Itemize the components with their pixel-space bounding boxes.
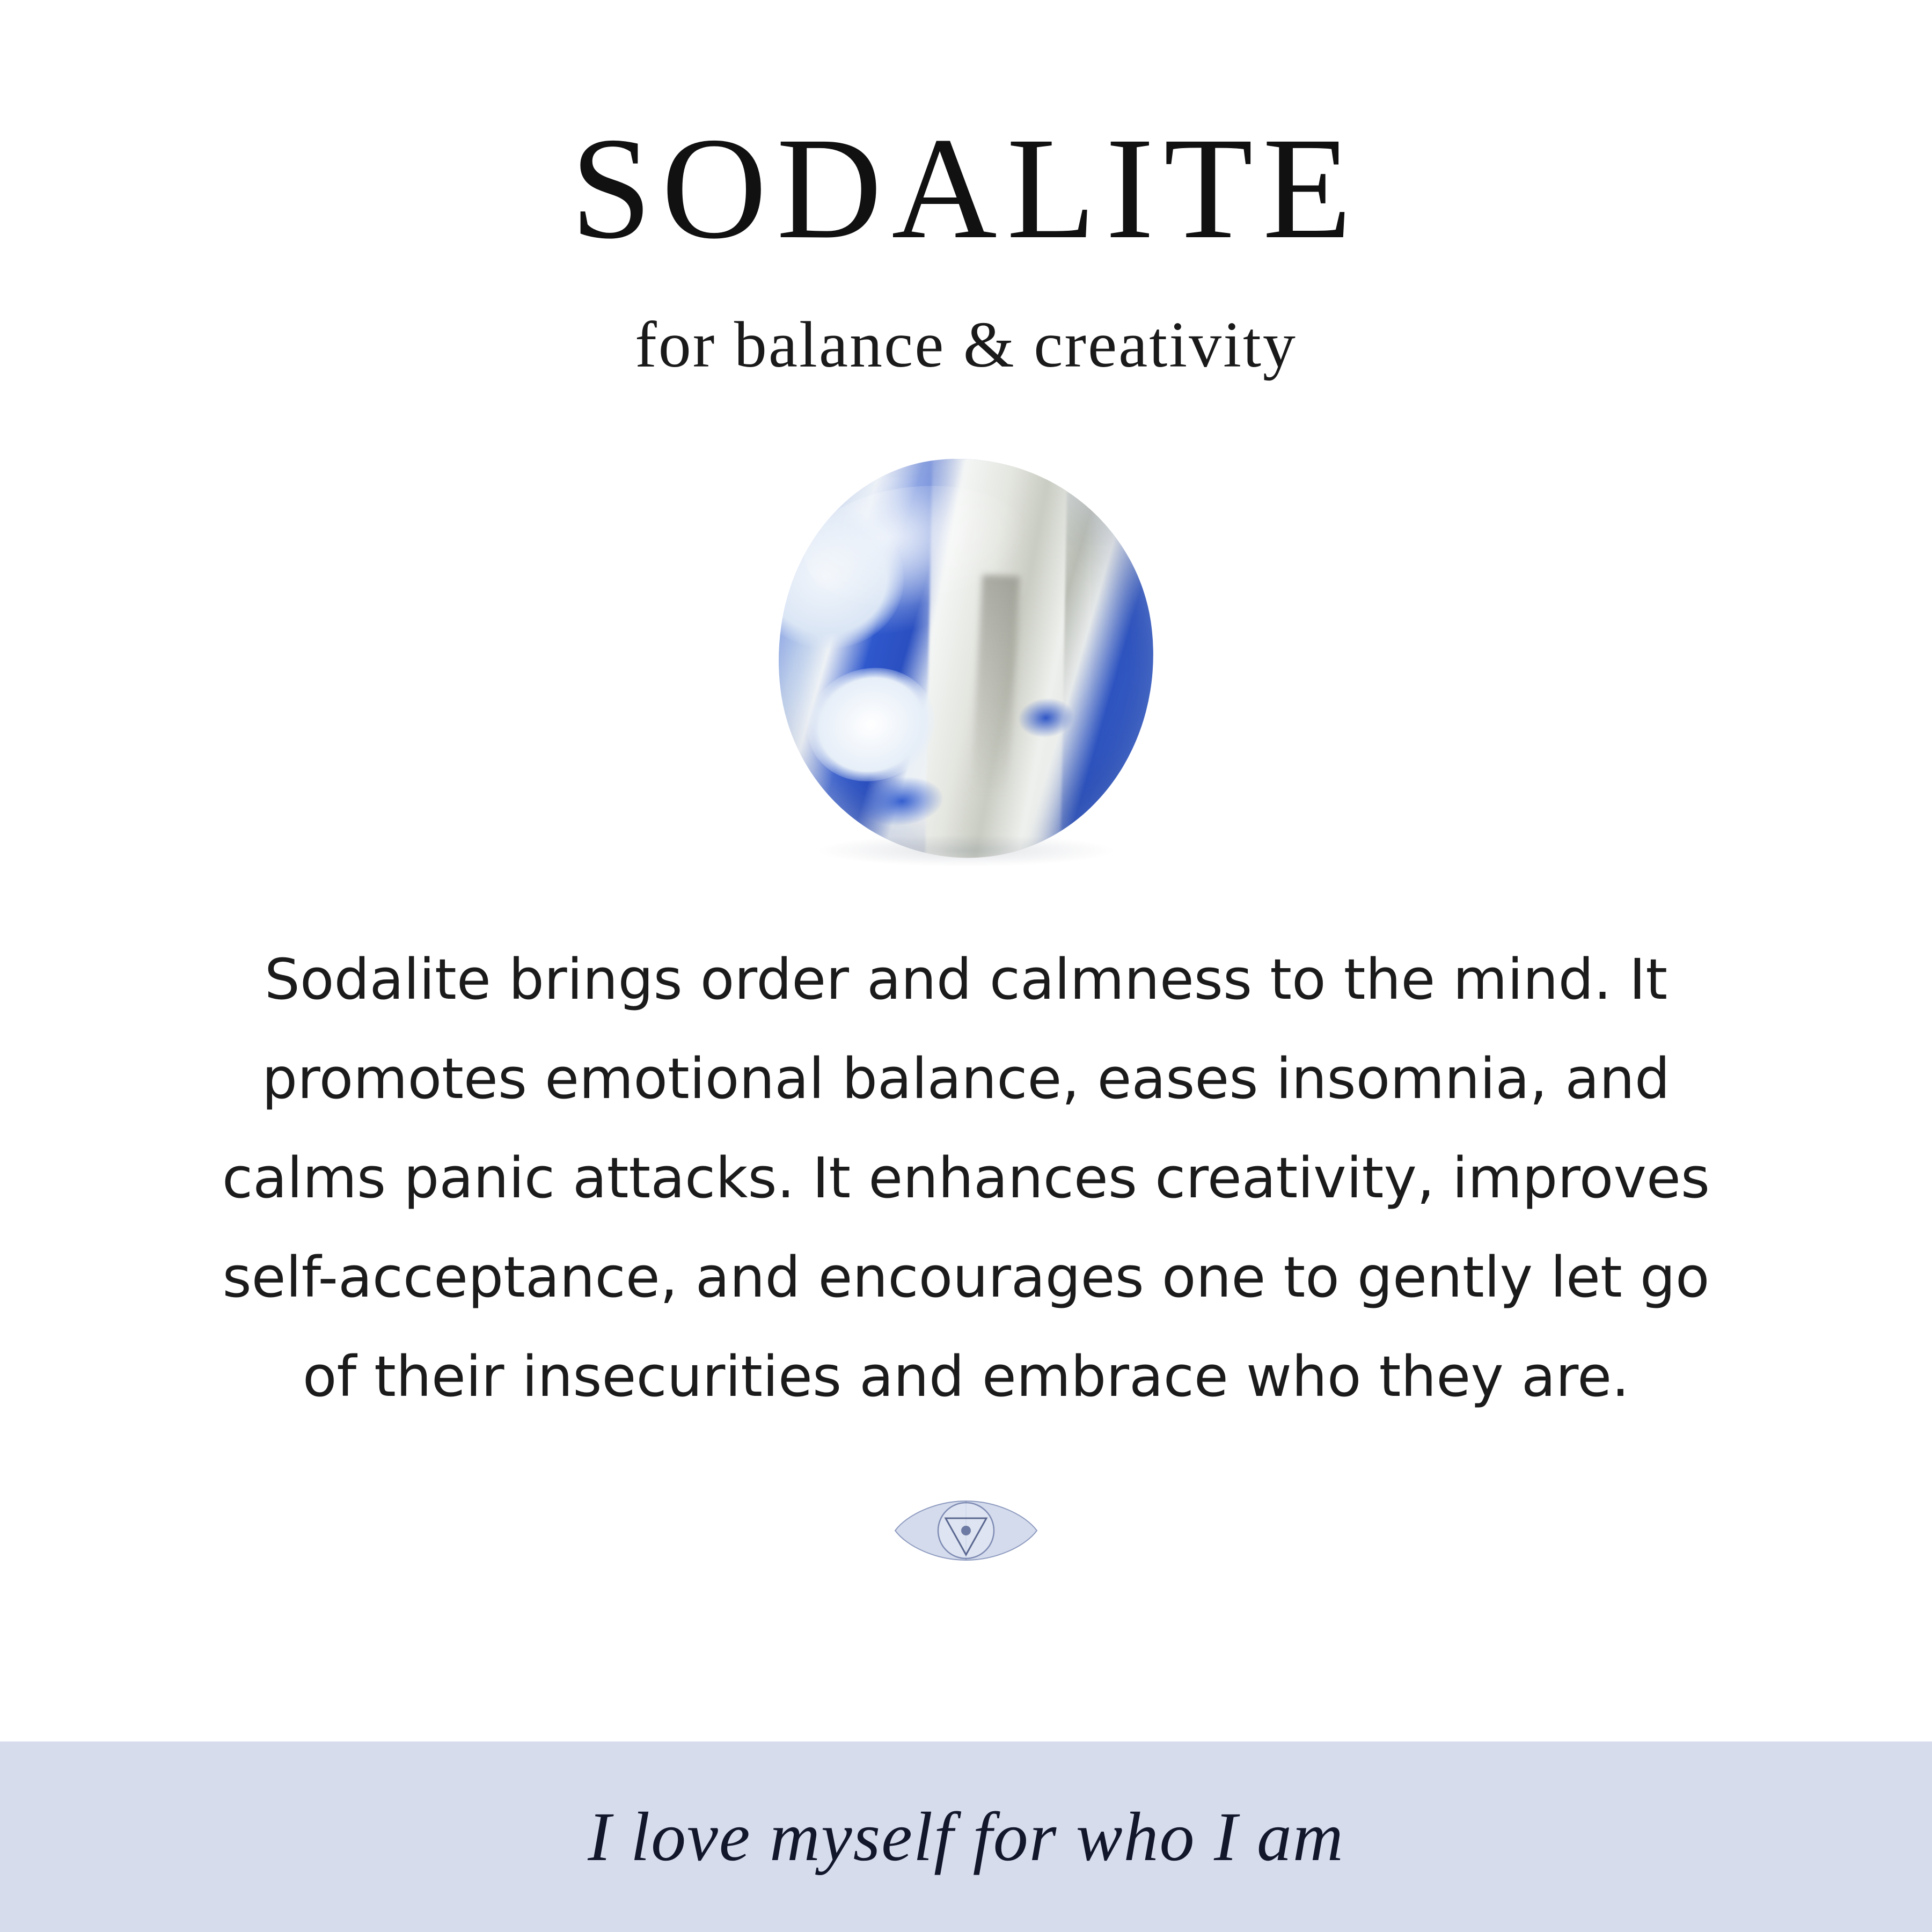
stone-shadow (816, 835, 1116, 867)
stone-image (762, 446, 1170, 870)
page-title: SODALITE (570, 107, 1362, 269)
affirmation-banner (0, 1741, 1932, 1932)
page-subtitle: for balance & creativity (635, 309, 1297, 381)
third-eye-chakra-icon (885, 1485, 1046, 1576)
affirmation-text: I love myself for who I am (588, 1798, 1344, 1876)
sodalite-stone-graphic (758, 440, 1174, 876)
stone-white-patch-lower (794, 653, 948, 795)
crystal-description: Sodalite brings order and calmness to the mind. It promotes emotional balance, eases insomnia, and calms panic attacks. It enhances creativity, improves self-acceptance, and encourages one to gently let go of their insecurities and embrace who they are. (222, 947, 1710, 1410)
